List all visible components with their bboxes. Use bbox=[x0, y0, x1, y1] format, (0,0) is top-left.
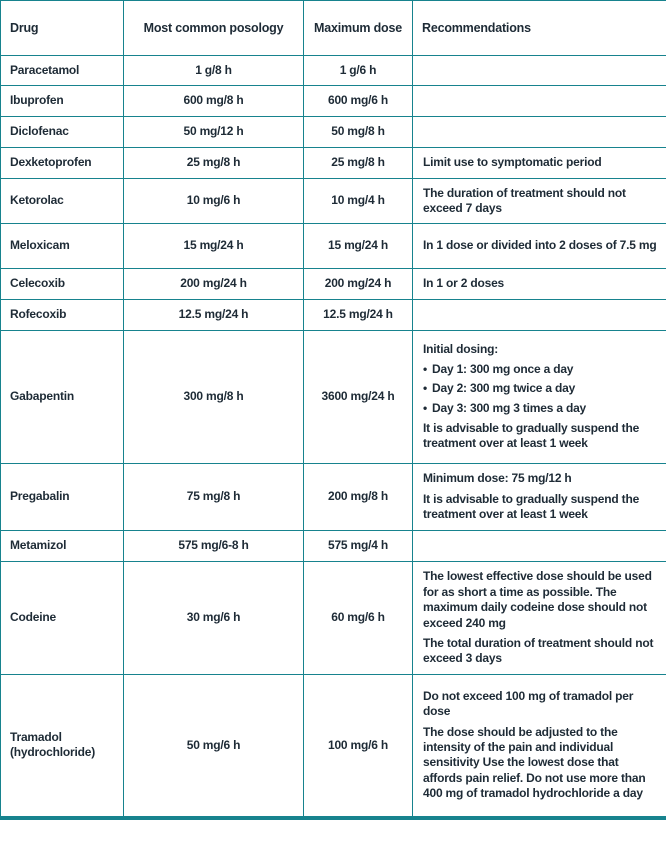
recommendations-cell bbox=[413, 86, 666, 117]
max-dose-cell: 200 mg/24 h bbox=[304, 269, 413, 300]
bullet-icon: • bbox=[423, 381, 428, 396]
drug-cell: Paracetamol bbox=[1, 56, 124, 86]
posology-cell: 575 mg/6-8 h bbox=[124, 531, 304, 562]
recommendation-bullet-item bbox=[423, 401, 660, 416]
bullet-text: Day 1: 300 mg once a day bbox=[432, 361, 574, 376]
posology-cell: 10 mg/6 h bbox=[124, 179, 304, 224]
max-dose-cell: 50 mg/8 h bbox=[304, 117, 413, 148]
max-dose-cell: 60 mg/6 h bbox=[304, 562, 413, 675]
recommendation-paragraph: The lowest effective dose should be used for as short a time as possible. The maximum daily codeine dose should not exceed 240 mg bbox=[423, 569, 652, 630]
drug-cell: Pregabalin bbox=[1, 464, 124, 531]
max-dose-cell: 1 g/6 h bbox=[304, 56, 413, 86]
max-dose-cell: 600 mg/6 h bbox=[304, 86, 413, 117]
table-body bbox=[1, 56, 666, 818]
posology-cell: 50 mg/12 h bbox=[124, 117, 304, 148]
recommendation-bullet-item bbox=[423, 381, 660, 396]
recommendation-paragraph: Initial dosing: bbox=[423, 342, 498, 357]
recommendation-paragraph: Do not exceed 100 mg of tramadol per dose bbox=[423, 688, 634, 719]
posology-cell: 75 mg/8 h bbox=[124, 464, 304, 531]
table-row bbox=[1, 531, 666, 562]
max-dose-cell: 10 mg/4 h bbox=[304, 179, 413, 224]
column-header-recommendations: Recommendations bbox=[413, 1, 666, 56]
recommendation-bullet-item bbox=[423, 362, 660, 377]
recommendation-paragraph: The total duration of treatment should not exceed 3 days bbox=[423, 635, 654, 666]
table-row bbox=[1, 300, 666, 331]
drug-cell: Ketorolac bbox=[1, 179, 124, 224]
posology-cell: 50 mg/6 h bbox=[124, 675, 304, 818]
recommendations-cell bbox=[413, 179, 666, 224]
bullet-text: Day 2: 300 mg twice a day bbox=[432, 381, 576, 396]
recommendation-paragraph: Minimum dose: 75 mg/12 h bbox=[423, 471, 572, 486]
recommendations-cell bbox=[413, 56, 666, 86]
recommendations-cell bbox=[413, 464, 666, 531]
drug-cell: Dexketoprofen bbox=[1, 148, 124, 179]
recommendation-paragraph: The duration of treatment should not exceed 7 days bbox=[423, 185, 626, 215]
bullet-icon: • bbox=[423, 361, 428, 376]
recommendation-paragraph: It is advisable to gradually suspend the treatment over at least 1 week bbox=[423, 491, 640, 522]
recommendations-cell bbox=[413, 224, 666, 269]
bullet-icon: • bbox=[423, 400, 428, 415]
drug-cell: Ibuprofen bbox=[1, 86, 124, 117]
posology-cell: 30 mg/6 h bbox=[124, 562, 304, 675]
recommendation-paragraph: In 1 dose or divided into 2 doses of 7.5 mg bbox=[423, 238, 657, 253]
max-dose-cell: 15 mg/24 h bbox=[304, 224, 413, 269]
column-header-posology: Most common posology bbox=[124, 1, 304, 56]
recommendations-cell bbox=[413, 117, 666, 148]
table-row bbox=[1, 331, 666, 464]
recommendations-cell bbox=[413, 148, 666, 179]
recommendation-paragraph: Limit use to symptomatic period bbox=[423, 155, 602, 170]
table-row bbox=[1, 148, 666, 179]
max-dose-cell: 3600 mg/24 h bbox=[304, 331, 413, 464]
drug-cell: Celecoxib bbox=[1, 269, 124, 300]
table-row bbox=[1, 179, 666, 224]
recommendations-cell bbox=[413, 675, 666, 818]
drug-cell: Metamizol bbox=[1, 531, 124, 562]
table-row bbox=[1, 117, 666, 148]
table-row bbox=[1, 464, 666, 531]
drug-cell: Diclofenac bbox=[1, 117, 124, 148]
posology-cell: 600 mg/8 h bbox=[124, 86, 304, 117]
table-row bbox=[1, 86, 666, 117]
recommendation-paragraph: It is advisable to gradually suspend the treatment over at least 1 week bbox=[423, 420, 640, 451]
recommendations-cell bbox=[413, 300, 666, 331]
recommendations-cell bbox=[413, 331, 666, 464]
recommendation-paragraph: The dose should be adjusted to the intensity of the pain and individual sensitivity Use the lowest dose that affords pain relief. Do not use more than 400 mg of tramadol hydrochloride a day bbox=[423, 724, 646, 801]
drug-cell: Codeine bbox=[1, 562, 124, 675]
posology-cell: 12.5 mg/24 h bbox=[124, 300, 304, 331]
table-header bbox=[1, 1, 666, 56]
recommendations-cell bbox=[413, 269, 666, 300]
column-header-drug: Drug bbox=[1, 1, 124, 56]
recommendations-cell bbox=[413, 531, 666, 562]
bullet-text: Day 3: 300 mg 3 times a day bbox=[432, 400, 587, 415]
drug-cell: Tramadol (hydrochloride) bbox=[1, 675, 124, 818]
posology-cell: 200 mg/24 h bbox=[124, 269, 304, 300]
recommendation-paragraph: In 1 or 2 doses bbox=[423, 276, 505, 291]
column-header-max-dose: Maximum dose bbox=[304, 1, 413, 56]
drug-cell: Gabapentin bbox=[1, 331, 124, 464]
table-row bbox=[1, 56, 666, 86]
table-row bbox=[1, 269, 666, 300]
max-dose-cell: 100 mg/6 h bbox=[304, 675, 413, 818]
max-dose-cell: 12.5 mg/24 h bbox=[304, 300, 413, 331]
table-row bbox=[1, 675, 666, 818]
drug-cell: Meloxicam bbox=[1, 224, 124, 269]
table-row bbox=[1, 562, 666, 675]
max-dose-cell: 575 mg/4 h bbox=[304, 531, 413, 562]
posology-cell: 15 mg/24 h bbox=[124, 224, 304, 269]
max-dose-cell: 200 mg/8 h bbox=[304, 464, 413, 531]
posology-cell: 300 mg/8 h bbox=[124, 331, 304, 464]
recommendations-cell bbox=[413, 562, 666, 675]
header-row bbox=[1, 1, 666, 56]
posology-cell: 1 g/8 h bbox=[124, 56, 304, 86]
posology-cell: 25 mg/8 h bbox=[124, 148, 304, 179]
table-row bbox=[1, 224, 666, 269]
max-dose-cell: 25 mg/8 h bbox=[304, 148, 413, 179]
drug-cell: Rofecoxib bbox=[1, 300, 124, 331]
